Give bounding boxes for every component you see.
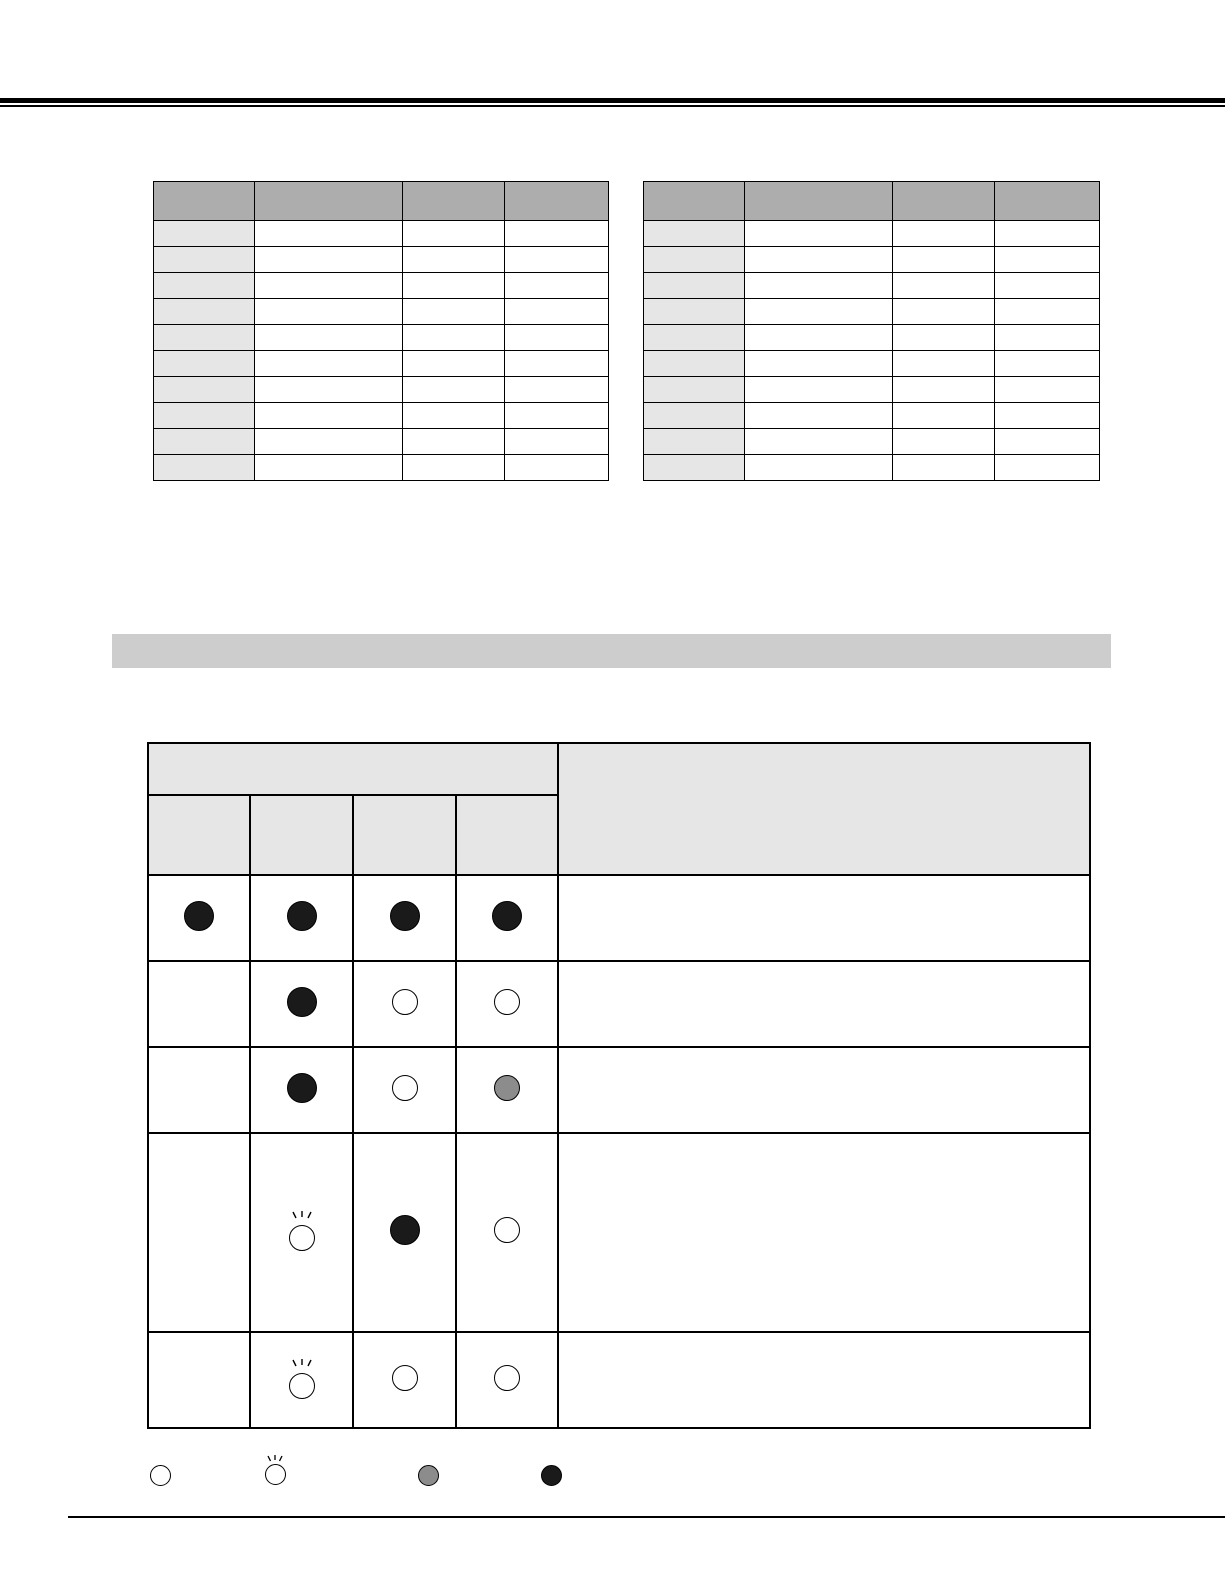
spec-key-cell bbox=[644, 325, 745, 351]
spec-row bbox=[154, 325, 609, 351]
spec-value-cell bbox=[995, 429, 1100, 455]
lamp-blink-icon bbox=[287, 1209, 317, 1251]
spec-key-cell bbox=[154, 325, 255, 351]
indicator-row bbox=[148, 1047, 1090, 1133]
lamp-off-icon bbox=[392, 1075, 418, 1101]
indicator-cell bbox=[456, 875, 558, 961]
spec-header-cell bbox=[745, 182, 893, 221]
spec-value-cell bbox=[745, 221, 893, 247]
lamp-red-icon bbox=[418, 1465, 439, 1486]
spec-value-cell bbox=[893, 221, 995, 247]
spec-header-cell bbox=[995, 182, 1100, 221]
indicator-cell bbox=[148, 1133, 250, 1332]
spec-value-cell bbox=[505, 455, 609, 481]
spec-row bbox=[644, 325, 1100, 351]
spec-header-cell bbox=[505, 182, 609, 221]
lamp-off-icon bbox=[494, 989, 520, 1015]
indicator-cell bbox=[148, 961, 250, 1047]
indicator-description bbox=[558, 1133, 1090, 1332]
lamp-off-icon bbox=[392, 989, 418, 1015]
legend-red bbox=[418, 1465, 439, 1491]
spec-value-cell bbox=[255, 403, 403, 429]
spec-table-right bbox=[643, 181, 1100, 481]
spec-header-cell bbox=[255, 182, 403, 221]
spec-row bbox=[154, 221, 609, 247]
lamp-on-icon bbox=[541, 1465, 562, 1486]
spec-value-cell bbox=[505, 377, 609, 403]
lamp-on-icon bbox=[184, 901, 214, 931]
indicator-cell bbox=[250, 1332, 353, 1428]
spec-row bbox=[154, 247, 609, 273]
spec-value-cell bbox=[255, 247, 403, 273]
indicator-legend bbox=[0, 1451, 1225, 1491]
spec-value-cell bbox=[505, 403, 609, 429]
indicator-row bbox=[148, 961, 1090, 1047]
lamp-off-icon bbox=[150, 1465, 171, 1486]
spec-value-cell bbox=[255, 221, 403, 247]
spec-value-cell bbox=[995, 299, 1100, 325]
lamp-off-icon bbox=[494, 1365, 520, 1391]
spec-row bbox=[154, 351, 609, 377]
spec-key-cell bbox=[154, 273, 255, 299]
indicator-cell bbox=[148, 1047, 250, 1133]
spec-key-cell bbox=[154, 455, 255, 481]
spec-value-cell bbox=[255, 455, 403, 481]
spec-header-cell bbox=[154, 182, 255, 221]
spec-key-cell bbox=[644, 299, 745, 325]
indicator-cell bbox=[456, 1047, 558, 1133]
indicator-cell bbox=[148, 1332, 250, 1428]
indicator-cell bbox=[250, 1047, 353, 1133]
spec-row bbox=[154, 299, 609, 325]
section-heading-band bbox=[112, 634, 1111, 668]
spec-row bbox=[644, 299, 1100, 325]
spec-value-cell bbox=[893, 455, 995, 481]
spec-value-cell bbox=[995, 377, 1100, 403]
lamp-on-icon bbox=[492, 901, 522, 931]
spec-value-cell bbox=[255, 377, 403, 403]
spec-value-cell bbox=[893, 429, 995, 455]
spec-value-cell bbox=[995, 351, 1100, 377]
spec-value-cell bbox=[255, 429, 403, 455]
spec-row bbox=[154, 455, 609, 481]
spec-value-cell bbox=[403, 273, 505, 299]
spec-value-cell bbox=[505, 325, 609, 351]
indicator-row bbox=[148, 875, 1090, 961]
indicator-cell bbox=[456, 1133, 558, 1332]
spec-key-cell bbox=[644, 403, 745, 429]
spec-value-cell bbox=[255, 351, 403, 377]
indicator-cell bbox=[456, 1332, 558, 1428]
spec-value-cell bbox=[995, 247, 1100, 273]
lamp-on-icon bbox=[287, 1073, 317, 1103]
spec-value-cell bbox=[893, 377, 995, 403]
spec-row bbox=[154, 403, 609, 429]
spec-value-cell bbox=[995, 273, 1100, 299]
indicator-cell bbox=[456, 961, 558, 1047]
lamp-red-icon bbox=[494, 1075, 520, 1101]
spec-value-cell bbox=[403, 299, 505, 325]
spec-row bbox=[644, 221, 1100, 247]
spec-value-cell bbox=[745, 247, 893, 273]
spec-header-cell bbox=[644, 182, 745, 221]
spec-header-cell bbox=[893, 182, 995, 221]
spec-value-cell bbox=[505, 299, 609, 325]
spec-value-cell bbox=[745, 273, 893, 299]
spec-row bbox=[644, 273, 1100, 299]
lamp-blink-icon bbox=[287, 1357, 317, 1399]
spec-value-cell bbox=[403, 351, 505, 377]
indicator-cell bbox=[250, 1133, 353, 1332]
legend-off bbox=[150, 1465, 171, 1491]
indicator-description bbox=[558, 1047, 1090, 1133]
spec-value-cell bbox=[403, 429, 505, 455]
header-rule-thick bbox=[0, 98, 1225, 103]
spec-table-left bbox=[153, 181, 609, 481]
spec-value-cell bbox=[745, 377, 893, 403]
indicator-cell bbox=[250, 875, 353, 961]
spec-key-cell bbox=[154, 299, 255, 325]
description-header bbox=[558, 743, 1090, 875]
lamp-off-icon bbox=[392, 1365, 418, 1391]
indicator-cell bbox=[353, 1332, 456, 1428]
spec-key-cell bbox=[644, 351, 745, 377]
indicator-cell bbox=[148, 875, 250, 961]
spec-row bbox=[644, 403, 1100, 429]
spec-row bbox=[644, 455, 1100, 481]
spec-row bbox=[154, 377, 609, 403]
indicator-table bbox=[147, 742, 1091, 1429]
spec-value-cell bbox=[893, 247, 995, 273]
lamp-blink-icon bbox=[263, 1453, 287, 1485]
spec-value-cell bbox=[505, 221, 609, 247]
spec-value-cell bbox=[893, 403, 995, 429]
indicator-row bbox=[148, 1133, 1090, 1332]
lamp-on-icon bbox=[287, 901, 317, 931]
spec-value-cell bbox=[745, 325, 893, 351]
spec-row bbox=[644, 247, 1100, 273]
spec-value-cell bbox=[995, 455, 1100, 481]
spec-value-cell bbox=[893, 273, 995, 299]
spec-value-cell bbox=[745, 429, 893, 455]
indicator-cell bbox=[353, 1133, 456, 1332]
spec-row bbox=[644, 377, 1100, 403]
indicator-cell bbox=[250, 961, 353, 1047]
indicator-description bbox=[558, 1332, 1090, 1428]
spec-key-cell bbox=[154, 403, 255, 429]
spec-value-cell bbox=[893, 325, 995, 351]
spec-value-cell bbox=[403, 403, 505, 429]
spec-value-cell bbox=[505, 273, 609, 299]
indicator-column-header bbox=[250, 795, 353, 875]
spec-value-cell bbox=[745, 455, 893, 481]
spec-value-cell bbox=[893, 299, 995, 325]
indicator-column-header bbox=[148, 795, 250, 875]
lamp-on-icon bbox=[390, 1215, 420, 1245]
spec-value-cell bbox=[745, 403, 893, 429]
spec-value-cell bbox=[255, 325, 403, 351]
lamp-on-icon bbox=[287, 987, 317, 1017]
indicator-column-header bbox=[456, 795, 558, 875]
spec-key-cell bbox=[154, 247, 255, 273]
indicator-cell bbox=[353, 1047, 456, 1133]
footer-rule bbox=[68, 1516, 1225, 1518]
spec-key-cell bbox=[644, 429, 745, 455]
indicator-group-header bbox=[148, 743, 558, 795]
spec-value-cell bbox=[403, 377, 505, 403]
spec-value-cell bbox=[403, 221, 505, 247]
spec-row bbox=[644, 351, 1100, 377]
spec-key-cell bbox=[644, 273, 745, 299]
spec-key-cell bbox=[154, 221, 255, 247]
lamp-on-icon bbox=[390, 901, 420, 931]
spec-value-cell bbox=[403, 247, 505, 273]
spec-key-cell bbox=[644, 377, 745, 403]
spec-value-cell bbox=[893, 351, 995, 377]
spec-value-cell bbox=[403, 455, 505, 481]
spec-row bbox=[154, 273, 609, 299]
indicator-description bbox=[558, 875, 1090, 961]
spec-value-cell bbox=[995, 221, 1100, 247]
spec-value-cell bbox=[995, 403, 1100, 429]
legend-on bbox=[541, 1465, 562, 1491]
spec-key-cell bbox=[644, 247, 745, 273]
spec-value-cell bbox=[745, 351, 893, 377]
indicator-cell bbox=[353, 875, 456, 961]
spec-key-cell bbox=[154, 351, 255, 377]
spec-value-cell bbox=[505, 351, 609, 377]
spec-row bbox=[644, 429, 1100, 455]
legend-blink bbox=[263, 1453, 287, 1490]
indicator-row bbox=[148, 1332, 1090, 1428]
spec-value-cell bbox=[255, 299, 403, 325]
spec-key-cell bbox=[154, 377, 255, 403]
indicator-cell bbox=[353, 961, 456, 1047]
spec-header-cell bbox=[403, 182, 505, 221]
spec-value-cell bbox=[505, 247, 609, 273]
spec-key-cell bbox=[154, 429, 255, 455]
spec-value-cell bbox=[745, 299, 893, 325]
lamp-off-icon bbox=[494, 1217, 520, 1243]
spec-key-cell bbox=[644, 455, 745, 481]
spec-value-cell bbox=[995, 325, 1100, 351]
spec-value-cell bbox=[255, 273, 403, 299]
spec-key-cell bbox=[644, 221, 745, 247]
indicator-description bbox=[558, 961, 1090, 1047]
indicator-column-header bbox=[353, 795, 456, 875]
spec-row bbox=[154, 429, 609, 455]
spec-value-cell bbox=[505, 429, 609, 455]
header-rule-thin bbox=[0, 105, 1225, 107]
spec-value-cell bbox=[403, 325, 505, 351]
